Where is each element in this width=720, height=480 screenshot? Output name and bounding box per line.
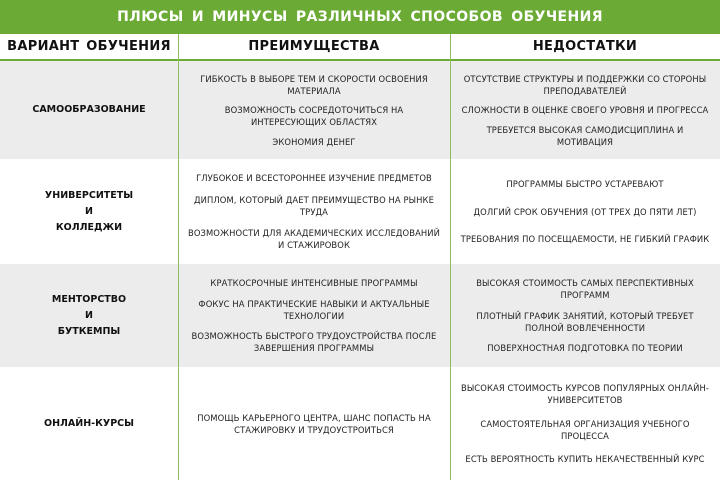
table-row xyxy=(0,264,720,367)
header-pros: ПРЕИМУЩЕСТВА xyxy=(248,39,380,54)
table-row xyxy=(0,61,720,159)
pros-cell xyxy=(178,61,450,159)
pros-item: ЭКОНОМИЯ ДЕНЕГ xyxy=(272,136,356,147)
cons-cell xyxy=(450,367,720,480)
cons-item: ПОВЕРХНОСТНАЯ ПОДГОТОВКА ПО ТЕОРИИ xyxy=(487,343,683,354)
cons-item: СЛОЖНОСТИ В ОЦЕНКЕ СВОЕГО УРОВНЯ И ПРОГРЕССА xyxy=(461,105,709,115)
column-divider xyxy=(178,34,179,480)
cons-item: ПЛОТНЫЙ ГРАФИК ЗАНЯТИЙ, КОТОРЫЙ ТРЕБУЕТ ПОЛНОЙ ВОВЛЕЧЕННОСТИ xyxy=(476,310,694,333)
cons-cell xyxy=(450,61,720,159)
pros-item: ДИПЛОМ, КОТОРЫЙ ДАЕТ ПРЕИМУЩЕСТВО НА РЫНКЕ ТРУДА xyxy=(193,194,434,217)
cons-item: ЕСТЬ ВЕРОЯТНОСТЬ КУПИТЬ НЕКАЧЕСТВЕННЫЙ КУРС xyxy=(465,453,705,464)
pros-cell xyxy=(178,159,450,264)
pros-item: ВОЗМОЖНОСТИ ДЛЯ АКАДЕМИЧЕСКИХ ИССЛЕДОВАНИЙ И СТАЖИРОВОК xyxy=(187,227,441,250)
cons-item: ОТСУТСТВИЕ СТРУКТУРЫ И ПОДДЕРЖКИ СО СТОРОНЫ ПРЕПОДАВАТЕЛЕЙ xyxy=(463,73,707,96)
pros-item: ФОКУС НА ПРАКТИЧЕСКИЕ НАВЫКИ И АКТУАЛЬНЫЕ ТЕХНОЛОГИИ xyxy=(198,298,430,321)
header-cons: НЕДОСТАТКИ xyxy=(532,39,638,54)
cons-item: САМОСТОЯТЕЛЬНАЯ ОРГАНИЗАЦИЯ УЧЕБНОГО ПРОЦЕССА xyxy=(480,418,690,441)
pros-item: ВОЗМОЖНОСТЬ СОСРЕДОТОЧИТЬСЯ НА ИНТЕРЕСУЮЩИХ ОБЛАСТЯХ xyxy=(224,105,404,127)
pros-item: ГЛУБОКОЕ И ВСЕСТОРОННЕЕ ИЗУЧЕНИЕ ПРЕДМЕТОВ xyxy=(196,173,432,184)
row-label: УНИВЕРСИТЕТЫ И КОЛЛЕДЖИ xyxy=(44,189,134,233)
table-row xyxy=(0,159,720,264)
row-label: ОНЛАЙН-КУРСЫ xyxy=(44,417,134,429)
header-variant: ВАРИАНТ ОБУЧЕНИЯ xyxy=(7,39,171,54)
cons-item: ВЫСОКАЯ СТОИМОСТЬ САМЫХ ПЕРСПЕКТИВНЫХ ПРОГРАММ xyxy=(476,277,694,300)
cons-item: ВЫСОКАЯ СТОИМОСТЬ КУРСОВ ПОПУЛЯРНЫХ ОНЛАЙН-УНИВЕРСИТЕТОВ xyxy=(460,383,710,406)
pros-item: ГИБКОСТЬ В ВЫБОРЕ ТЕМ И СКОРОСТИ ОСВОЕНИЯ МАТЕРИАЛА xyxy=(200,73,428,96)
page-title: ПЛЮСЫ И МИНУСЫ РАЗЛИЧНЫХ СПОСОБОВ ОБУЧЕНИЯ xyxy=(0,0,720,34)
cons-item: ПРОГРАММЫ БЫСТРО УСТАРЕВАЮТ xyxy=(506,179,664,190)
pros-cell xyxy=(178,367,450,480)
cons-cell xyxy=(450,159,720,264)
cons-cell xyxy=(450,264,720,367)
table-row xyxy=(0,367,720,480)
column-divider xyxy=(450,34,451,480)
cons-item: ТРЕБУЕТСЯ ВЫСОКАЯ САМОДИСЦИПЛИНА И МОТИВАЦИЯ xyxy=(486,124,684,147)
row-label: САМООБРАЗОВАНИЕ xyxy=(32,104,146,115)
pros-cell xyxy=(178,264,450,367)
pros-item: ПОМОЩЬ КАРЬЕРНОГО ЦЕНТРА, ШАНС ПОПАСТЬ НА СТАЖИРОВКУ И ТРУДОУСТРОИТЬСЯ xyxy=(197,412,431,435)
table-header xyxy=(0,34,720,61)
row-label: МЕНТОРСТВО И БУТКЕМПЫ xyxy=(51,293,127,337)
cons-item: ТРЕБОВАНИЯ ПО ПОСЕЩАЕМОСТИ, НЕ ГИБКИЙ ГРАФИК xyxy=(460,233,710,244)
pros-item: КРАТКОСРОЧНЫЕ ИНТЕНСИВНЫЕ ПРОГРАММЫ xyxy=(210,277,418,288)
pros-item: ВОЗМОЖНОСТЬ БЫСТРОГО ТРУДОУСТРОЙСТВА ПОСЛЕ ЗАВЕРШЕНИЯ ПРОГРАММЫ xyxy=(191,331,437,354)
cons-item: ДОЛГИЙ СРОК ОБУЧЕНИЯ (ОТ ТРЕХ ДО ПЯТИ ЛЕТ) xyxy=(473,206,697,217)
